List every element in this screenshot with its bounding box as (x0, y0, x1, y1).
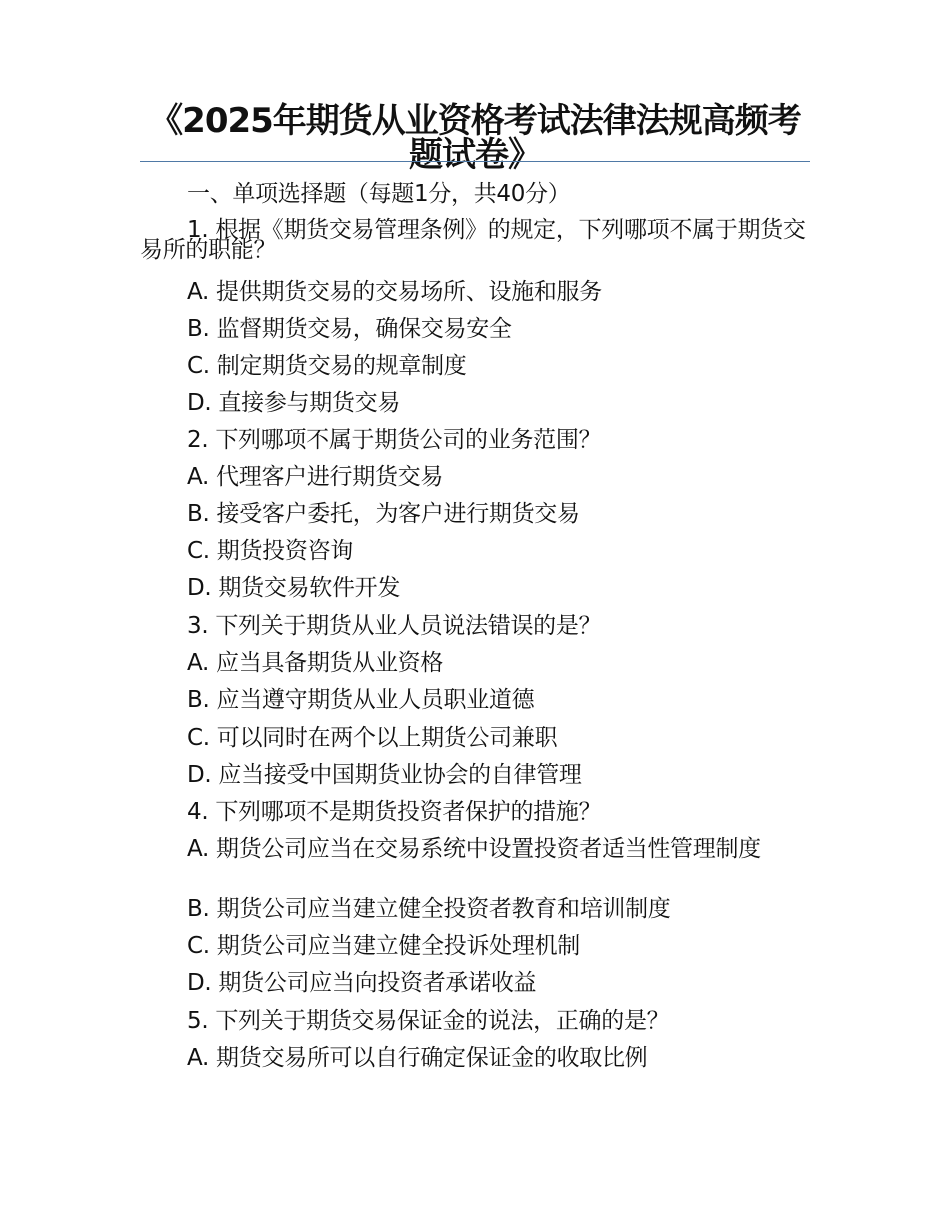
question-5-option-a: A. 期货交易所可以自行确定保证金的收取比例 (187, 1045, 648, 1071)
question-2-option-b: B. 接受客户委托，为客户进行期货交易 (187, 501, 580, 527)
question-3-option-b: B. 应当遵守期货从业人员职业道德 (187, 687, 535, 713)
question-2: 2. 下列哪项不属于期货公司的业务范围？ (187, 427, 602, 453)
question-3-option-d: D. 应当接受中国期货业协会的自律管理 (187, 762, 582, 788)
question-1-option-d: D. 直接参与期货交易 (187, 390, 401, 416)
section-heading: 一、单项选择题（每题1分，共40分） (187, 181, 571, 207)
question-2-option-c: C. 期货投资咨询 (187, 538, 353, 564)
question-3-option-c: C. 可以同时在两个以上期货公司兼职 (187, 725, 558, 751)
question-4: 4. 下列哪项不是期货投资者保护的措施？ (187, 799, 602, 825)
question-1-option-c: C. 制定期货交易的规章制度 (187, 353, 467, 379)
question-5: 5. 下列关于期货交易保证金的说法，正确的是？ (187, 1008, 670, 1034)
question-4-option-c: C. 期货公司应当建立健全投诉处理机制 (187, 933, 580, 959)
document-title: 《2025年期货从业资格考试法律法规高频考题试卷》 (149, 101, 801, 175)
question-4-option-b: B. 期货公司应当建立健全投资者教育和培训制度 (187, 896, 671, 922)
question-3: 3. 下列关于期货从业人员说法错误的是？ (187, 613, 602, 639)
question-2-option-d: D. 期货交易软件开发 (187, 575, 401, 601)
question-4-option-d: D. 期货公司应当向投资者承诺收益 (187, 970, 537, 996)
question-1-option-a: A. 提供期货交易的交易场所、设施和服务 (187, 279, 602, 305)
question-2-option-a: A. 代理客户进行期货交易 (187, 464, 444, 490)
question-3-option-a: A. 应当具备期货从业资格 (187, 650, 444, 676)
question-4-option-a: A. 期货公司应当在交易系统中设置投资者适当性管理制度 (187, 836, 761, 862)
question-1-option-b: B. 监督期货交易，确保交易安全 (187, 316, 512, 342)
title-underline (140, 161, 810, 162)
question-1: 1. 根据《期货交易管理条例》的规定，下列哪项不属于期货交易所的职能？ (140, 217, 806, 263)
